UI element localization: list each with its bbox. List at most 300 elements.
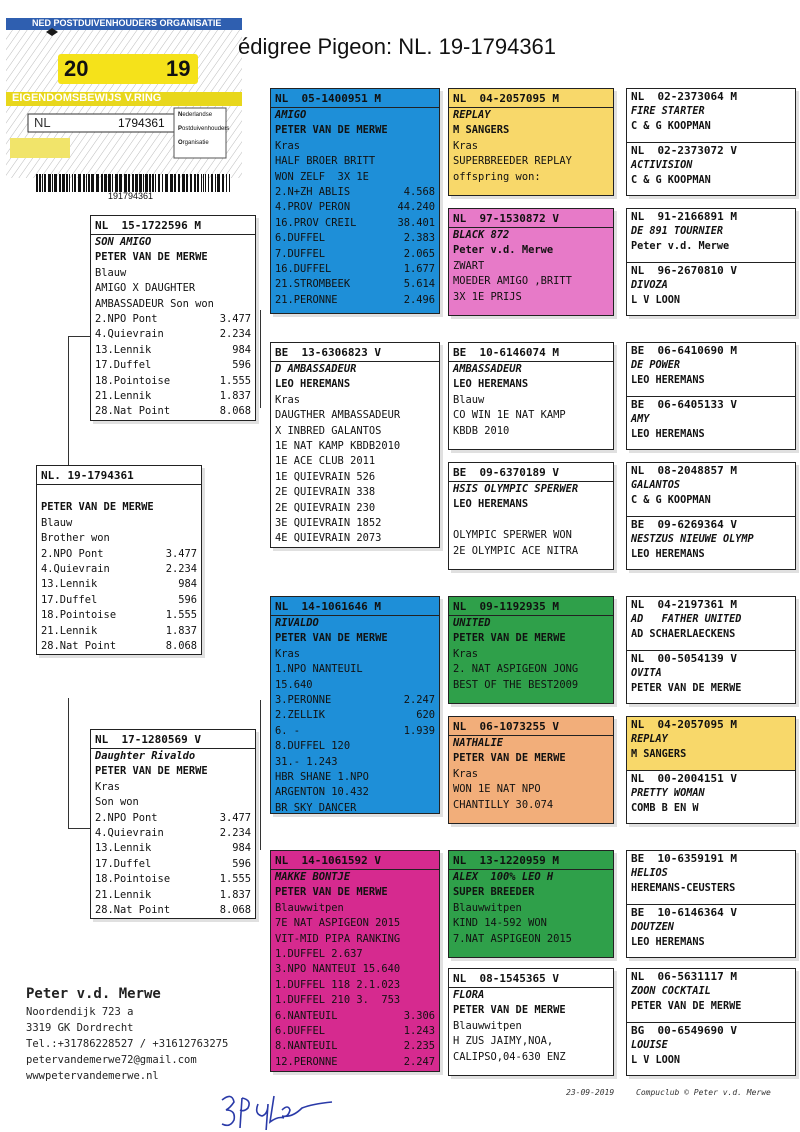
result-race: 21.Lennik — [95, 389, 152, 402]
dds-notes — [453, 916, 609, 947]
result-value: 8.068 — [165, 639, 197, 652]
sire-breeder: PETER VAN DE MERWE — [95, 251, 208, 264]
leaf-name: NESTZUS NIEUWE OLYMP — [631, 534, 754, 545]
result-row — [275, 1009, 435, 1024]
result-row — [275, 1055, 435, 1070]
subject-breeder: PETER VAN DE MERWE — [41, 501, 154, 514]
ss-ring: NL 05-1400951 M — [271, 91, 439, 108]
connector-dam — [68, 698, 69, 828]
leaf-name: GALANTOS — [631, 480, 681, 491]
leaf-ring: NL 06-5631117 M — [631, 970, 737, 983]
connector-sire — [68, 336, 69, 466]
dd-notes — [275, 916, 435, 1008]
note-line: 2E OLYMPIC ACE NITRA — [453, 544, 579, 557]
result-race: 28.Nat Point — [95, 405, 171, 418]
note-line: 15.640 — [275, 678, 313, 691]
connector-ss — [260, 310, 261, 408]
sds-name: AMBASSADEUR — [453, 363, 522, 375]
result-value: 596 — [232, 857, 251, 870]
dd-ring: NL 14-1061592 V — [271, 853, 439, 870]
dam-color: Kras — [95, 780, 121, 793]
note-line: 1.NPO NANTEUIL — [275, 663, 363, 676]
sdd-ring: BE 09-6370189 V — [449, 465, 613, 482]
connector-dam-h — [68, 828, 90, 829]
great-grandparent — [627, 650, 795, 703]
dds-breeder: SUPER BREEDER — [453, 886, 535, 899]
result-value: 8.068 — [219, 405, 251, 418]
ds-notes — [275, 739, 435, 814]
great-grandparent — [627, 463, 795, 516]
result-race: 28.Nat Point — [95, 903, 171, 916]
note-line: 3X 1E PRIJS — [453, 290, 522, 303]
leaf-breeder: L V LOON — [631, 1054, 681, 1066]
sdd-notes — [453, 528, 609, 559]
result-row — [95, 888, 251, 903]
great-grandparent — [627, 770, 795, 823]
result-row — [41, 624, 197, 639]
dsd-notes — [453, 782, 609, 813]
dss-ring: NL 09-1192935 M — [449, 599, 613, 616]
great-grandparent-pair — [626, 208, 796, 316]
leaf-ring: BG 00-6549690 V — [631, 1024, 737, 1037]
signature — [218, 1090, 348, 1130]
result-row — [275, 262, 435, 277]
dam-results — [95, 811, 251, 919]
result-race: 17.Duffel — [41, 593, 98, 606]
note-line: 8.DUFFEL 120 — [275, 740, 351, 753]
leaf-name: LOUISE — [631, 1040, 668, 1051]
result-race: 18.Pointoise — [41, 609, 117, 622]
result-race: 16.DUFFEL — [275, 262, 332, 275]
sd-ring: BE 13-6306823 V — [271, 345, 439, 362]
result-value: 2.234 — [165, 562, 197, 575]
contact-block — [26, 984, 228, 1084]
sire-ring: NL 15-1722596 M — [91, 218, 255, 235]
ring-side-n: Nederlandse — [178, 112, 213, 118]
leaf-name: REPLAY — [631, 734, 668, 745]
result-row — [95, 343, 251, 358]
dam-name: Daughter Rivaldo — [95, 750, 196, 762]
ssd-name: BLACK 872 — [453, 229, 510, 241]
sire-color: Blauw — [95, 266, 127, 279]
result-value: 3.477 — [165, 547, 197, 560]
leaf-breeder: Peter v.d. Merwe — [631, 240, 730, 252]
great-grandparent-pair — [626, 716, 796, 824]
result-value: 1.555 — [165, 609, 197, 622]
ss-color: Kras — [275, 139, 301, 152]
great-grandparent — [627, 209, 795, 262]
leaf-name: DE 891 TOURNIER — [631, 226, 724, 237]
connector-sire-h — [68, 336, 90, 337]
note-line: BR SKY DANCER — [275, 801, 357, 814]
page-title: édigree Pigeon: NL. 19-1794361 — [238, 34, 557, 59]
dss-breeder: PETER VAN DE MERWE — [453, 632, 566, 645]
leaf-ring: BE 10-6146364 V — [631, 906, 737, 919]
sss-color: Kras — [453, 139, 479, 152]
note-line: 2E QUIEVRAIN 230 — [275, 501, 376, 514]
great-grandparent — [627, 969, 795, 1022]
leaf-breeder: C & G KOOPMAN — [631, 494, 711, 506]
result-row — [95, 826, 251, 841]
subject-results — [41, 547, 197, 655]
note-line: VIT-MID PIPA RANKING — [275, 932, 401, 945]
ring-side-p: Postduivenhouders — [178, 126, 230, 132]
result-race: 21.STROMBEEK — [275, 278, 351, 291]
leaf-name: DOUTZEN — [631, 922, 674, 933]
great-grandparent — [627, 142, 795, 195]
result-row — [41, 577, 197, 592]
ddd-notes — [453, 1034, 609, 1065]
ring-country: NL — [34, 115, 51, 130]
result-value: 2.247 — [403, 693, 435, 706]
result-race: 21.Lennik — [41, 624, 98, 637]
result-value: 2.383 — [403, 232, 435, 245]
dsd-ring: NL 06-1073255 V — [449, 719, 613, 736]
note-line: 1E QUIEVRAIN 526 — [275, 470, 376, 483]
result-value: 984 — [178, 578, 197, 591]
leaf-name: AD FATHER UNITED — [631, 614, 742, 625]
leaf-breeder: L V LOON — [631, 294, 681, 306]
sds-breeder: LEO HEREMANS — [453, 378, 529, 391]
contact-address: Noordendijk 723 a — [26, 1006, 134, 1018]
result-row — [95, 327, 251, 342]
ssd-ring: NL 97-1530872 V — [449, 211, 613, 228]
result-row — [95, 358, 251, 373]
ds-name: RIVALDO — [275, 617, 319, 629]
dsd-breeder: PETER VAN DE MERWE — [453, 752, 566, 765]
ring-number: 1794361 — [118, 116, 165, 130]
great-grandparent — [627, 851, 795, 904]
result-race: 13.Lennik — [41, 578, 98, 591]
result-value: 2.247 — [403, 1055, 435, 1068]
ds-card — [270, 596, 440, 814]
result-row — [95, 903, 251, 918]
result-race: 8.NANTEUIL — [275, 1040, 338, 1053]
result-value: 3.477 — [219, 811, 251, 824]
note-line: Son won — [95, 796, 139, 809]
result-row — [275, 293, 435, 308]
result-race: 2.N+ZH ABLIS — [275, 185, 351, 198]
result-race: 16.PROV CREIL — [275, 216, 357, 229]
sss-name: REPLAY — [453, 109, 491, 121]
great-grandparent — [627, 717, 795, 770]
ds-breeder: PETER VAN DE MERWE — [275, 632, 388, 645]
ddd-name: FLORA — [453, 989, 485, 1001]
great-grandparent-pair — [626, 968, 796, 1076]
result-race: 6.DUFFEL — [275, 1024, 326, 1037]
ssd-color: ZWART — [453, 259, 485, 272]
great-grandparent-pair — [626, 596, 796, 704]
ds-results — [275, 693, 435, 739]
result-value: 1.555 — [219, 374, 251, 387]
leaf-ring: NL 02-2373064 M — [631, 90, 737, 103]
result-row — [95, 811, 251, 826]
ring-certificate — [6, 18, 242, 178]
note-line: H ZUS JAIMY,NOA, — [453, 1035, 554, 1048]
sd-name: D AMBASSADEUR — [275, 363, 357, 375]
ds-lines — [275, 662, 435, 693]
result-value: 3.477 — [219, 312, 251, 325]
leaf-name: DE POWER — [631, 360, 681, 371]
note-line: CHANTILLY 30.074 — [453, 798, 554, 811]
sire-notes — [95, 281, 251, 312]
great-grandparent — [627, 89, 795, 142]
leaf-ring: BE 09-6269364 V — [631, 518, 737, 531]
note-line: CO WIN 1E NAT KAMP — [453, 409, 566, 422]
result-race: 4.Quievrain — [41, 562, 110, 575]
contact-city: 3319 GK Dordrecht — [26, 1022, 134, 1034]
note-line: AMIGO X DAUGHTER — [95, 282, 196, 295]
result-row — [41, 593, 197, 608]
leaf-ring: NL 00-5054139 V — [631, 652, 737, 665]
sdd-card — [448, 462, 614, 570]
leaf-name: DIVOZA — [631, 280, 668, 291]
dam-breeder: PETER VAN DE MERWE — [95, 765, 208, 778]
note-line: 3.NPO NANTEUI 15.640 — [275, 963, 401, 976]
great-grandparent — [627, 343, 795, 396]
dd-results — [275, 1009, 435, 1071]
result-value: 596 — [232, 359, 251, 372]
great-grandparent-pair — [626, 850, 796, 958]
result-race: 13.Lennik — [95, 842, 152, 855]
sd-notes — [275, 408, 435, 547]
ddd-ring: NL 08-1545365 V — [449, 971, 613, 988]
ring-year-left: 20 — [64, 56, 89, 81]
note-line: KBDB 2010 — [453, 424, 510, 437]
leaf-breeder: C & G KOOPMAN — [631, 174, 711, 186]
result-row — [275, 185, 435, 200]
note-line: offspring won: — [453, 170, 541, 183]
result-value: 2.065 — [403, 247, 435, 260]
ss-notes — [275, 154, 435, 185]
result-race: 4.Quievrain — [95, 328, 164, 341]
sds-notes — [453, 408, 609, 439]
note-line: MOEDER AMIGO ,BRITT — [453, 275, 572, 288]
result-race: 21.Lennik — [95, 888, 152, 901]
leaf-name: HELIOS — [631, 868, 668, 879]
ss-name: AMIGO — [275, 109, 307, 121]
result-race: 12.PERONNE — [275, 1055, 338, 1068]
result-value: 1.939 — [403, 724, 435, 737]
leaf-breeder: LEO HEREMANS — [631, 548, 705, 560]
result-race: 6. - — [275, 724, 301, 737]
dds-card — [448, 850, 614, 958]
sds-color: Blauw — [453, 393, 485, 406]
result-value: 1.837 — [219, 389, 251, 402]
sdd-name: HSIS OLYMPIC SPERWER — [453, 483, 579, 495]
result-row — [275, 247, 435, 262]
result-value: 38.401 — [397, 216, 435, 229]
ssd-notes — [453, 274, 609, 305]
result-row — [275, 231, 435, 246]
footer-credit: Compuclub © Peter v.d. Merwe — [636, 1088, 771, 1097]
leaf-ring: NL 00-2004151 V — [631, 772, 737, 785]
result-race: 6.NANTEUIL — [275, 1009, 338, 1022]
result-row — [41, 562, 197, 577]
footer-date: 23-09-2019 — [566, 1088, 615, 1097]
note-line: X INBRED GALANTOS — [275, 424, 382, 437]
great-grandparent — [627, 597, 795, 650]
dsd-color: Kras — [453, 767, 479, 780]
great-grandparent — [627, 262, 795, 315]
note-line: CALIPSO,04-630 ENZ — [453, 1050, 566, 1063]
ds-ring: NL 14-1061646 M — [271, 599, 439, 616]
barcode-number: 191794361 — [108, 191, 154, 201]
dam-notes — [95, 795, 251, 810]
dsd-card — [448, 716, 614, 824]
result-row — [95, 404, 251, 419]
result-row — [275, 216, 435, 231]
dd-card — [270, 850, 440, 1072]
result-value: 4.568 — [403, 185, 435, 198]
barcode — [36, 174, 232, 192]
leaf-ring: NL 02-2373072 V — [631, 144, 737, 157]
great-grandparent — [627, 1022, 795, 1075]
sss-ring: NL 04-2057095 M — [449, 91, 613, 108]
ring-org: NED POSTDUIVENHOUDERS ORGANISATIE — [32, 18, 222, 28]
sire-card — [90, 215, 256, 421]
great-grandparent-pair — [626, 462, 796, 570]
leaf-breeder: LEO HEREMANS — [631, 428, 705, 440]
result-value: 1.677 — [403, 262, 435, 275]
note-line: WON 1E NAT NPO — [453, 783, 541, 796]
dd-breeder: PETER VAN DE MERWE — [275, 886, 388, 899]
leaf-ring: NL 08-2048857 M — [631, 464, 737, 477]
leaf-ring: BE 06-6410690 M — [631, 344, 737, 357]
note-line: 31.- 1.243 — [275, 755, 338, 768]
great-grandparent — [627, 516, 795, 569]
ddd-breeder: PETER VAN DE MERWE — [453, 1004, 566, 1017]
result-row — [95, 872, 251, 887]
sss-card — [448, 88, 614, 196]
sds-ring: BE 10-6146074 M — [449, 345, 613, 362]
note-line: 3E QUIEVRAIN 1852 — [275, 516, 382, 529]
result-row — [275, 724, 435, 739]
contact-email[interactable]: petervandemerwe72@gmail.com — [26, 1054, 197, 1066]
leaf-ring: BE 10-6359191 M — [631, 852, 737, 865]
result-value: 984 — [232, 343, 251, 356]
result-race: 3.PERONNE — [275, 693, 332, 706]
ss-card — [270, 88, 440, 314]
leaf-breeder: LEO HEREMANS — [631, 936, 705, 948]
dds-ring: NL 13-1220959 M — [449, 853, 613, 870]
leaf-breeder: LEO HEREMANS — [631, 374, 705, 386]
leaf-name: ACTIVISION — [631, 160, 693, 171]
result-race: 6.DUFFEL — [275, 232, 326, 245]
ring-label: EIGENDOMSBEWIJS V.RING — [12, 92, 162, 104]
sire-results — [95, 312, 251, 420]
result-row — [95, 312, 251, 327]
dds-name: ALEX 100% LEO H — [453, 871, 554, 883]
dd-name: MAKKE BONTJE — [275, 871, 351, 883]
sds-card — [448, 342, 614, 450]
result-race: 17.Duffel — [95, 857, 152, 870]
leaf-ring: NL 04-2197361 M — [631, 598, 737, 611]
result-row — [95, 389, 251, 404]
result-value: 8.068 — [219, 903, 251, 916]
dam-card — [90, 729, 256, 919]
dss-name: UNITED — [453, 617, 491, 629]
ds-color: Kras — [275, 647, 301, 660]
result-value: 620 — [416, 709, 435, 722]
note-line: BEST OF THE BEST2009 — [453, 678, 579, 691]
dss-card — [448, 596, 614, 704]
result-value: 984 — [232, 842, 251, 855]
note-line: KIND 14-592 WON — [453, 917, 547, 930]
great-grandparent-pair — [626, 342, 796, 450]
result-race: 17.Duffel — [95, 359, 152, 372]
result-row — [95, 841, 251, 856]
note-line: 1.DUFFEL 2.637 — [275, 947, 363, 960]
leaf-breeder: PETER VAN DE MERWE — [631, 682, 742, 694]
ring-side-o: Organisatie — [178, 140, 209, 146]
ddd-color: Blauwwitpen — [453, 1019, 522, 1032]
result-race: 2.ZELLIK — [275, 709, 326, 722]
sss-notes — [453, 154, 609, 185]
result-value: 1.837 — [219, 888, 251, 901]
result-value: 1.555 — [219, 873, 251, 886]
leaf-breeder: HEREMANS-CEUSTERS — [631, 882, 736, 894]
result-race: 2.NPO Pont — [41, 547, 104, 560]
leaf-name: PRETTY WOMAN — [631, 788, 705, 799]
result-race: 7.DUFFEL — [275, 247, 326, 260]
leaf-breeder: PETER VAN DE MERWE — [631, 1000, 742, 1012]
contact-tel: Tel.:+31786228527 / +31612763275 — [26, 1038, 229, 1050]
note-line: 7.NAT ASPIGEON 2015 — [453, 932, 572, 945]
result-row — [275, 277, 435, 292]
note-line: 1E ACE CLUB 2011 — [275, 455, 376, 468]
leaf-name: OVITA — [631, 668, 662, 679]
result-row — [41, 547, 197, 562]
ssd-card — [448, 208, 614, 316]
result-row — [275, 1024, 435, 1039]
result-race: 2.NPO Pont — [95, 312, 158, 325]
leaf-ring: NL 04-2057095 M — [631, 718, 737, 731]
note-line: 7E NAT ASPIGEON 2015 — [275, 917, 401, 930]
result-row — [275, 708, 435, 723]
result-row — [275, 1039, 435, 1054]
leaf-breeder: M SANGERS — [631, 748, 687, 760]
contact-web[interactable]: wwwpetervandemerwe.nl — [26, 1070, 159, 1082]
leaf-name: AMY — [631, 414, 650, 425]
leaf-name: ZOON COCKTAIL — [631, 986, 711, 997]
sdd-breeder: LEO HEREMANS — [453, 498, 529, 511]
dam-ring: NL 17-1280569 V — [91, 732, 255, 749]
note-line: ARGENTON 10.432 — [275, 786, 369, 799]
great-grandparent — [627, 904, 795, 957]
result-row — [275, 693, 435, 708]
result-row — [95, 857, 251, 872]
leaf-ring: BE 06-6405133 V — [631, 398, 737, 411]
note-line: HBR SHANE 1.NPO — [275, 770, 369, 783]
leaf-breeder: COMB B EN W — [631, 802, 699, 814]
note-line: HALF BROER BRITT — [275, 155, 376, 168]
ss-breeder: PETER VAN DE MERWE — [275, 124, 388, 137]
note-line: OLYMPIC SPERWER WON — [453, 529, 572, 542]
result-row — [41, 639, 197, 654]
sdd-color — [453, 513, 609, 528]
result-race: 21.PERONNE — [275, 293, 338, 306]
result-value: 44.240 — [397, 201, 435, 214]
result-value: 1.837 — [165, 624, 197, 637]
note-line: DAUGTHER AMBASSADEUR — [275, 409, 401, 422]
leaf-ring: NL 96-2670810 V — [631, 264, 737, 277]
spacer — [41, 485, 197, 500]
result-value: 5.614 — [403, 278, 435, 291]
result-race: 28.Nat Point — [41, 639, 117, 652]
result-row — [275, 200, 435, 215]
sss-breeder: M SANGERS — [453, 124, 510, 137]
